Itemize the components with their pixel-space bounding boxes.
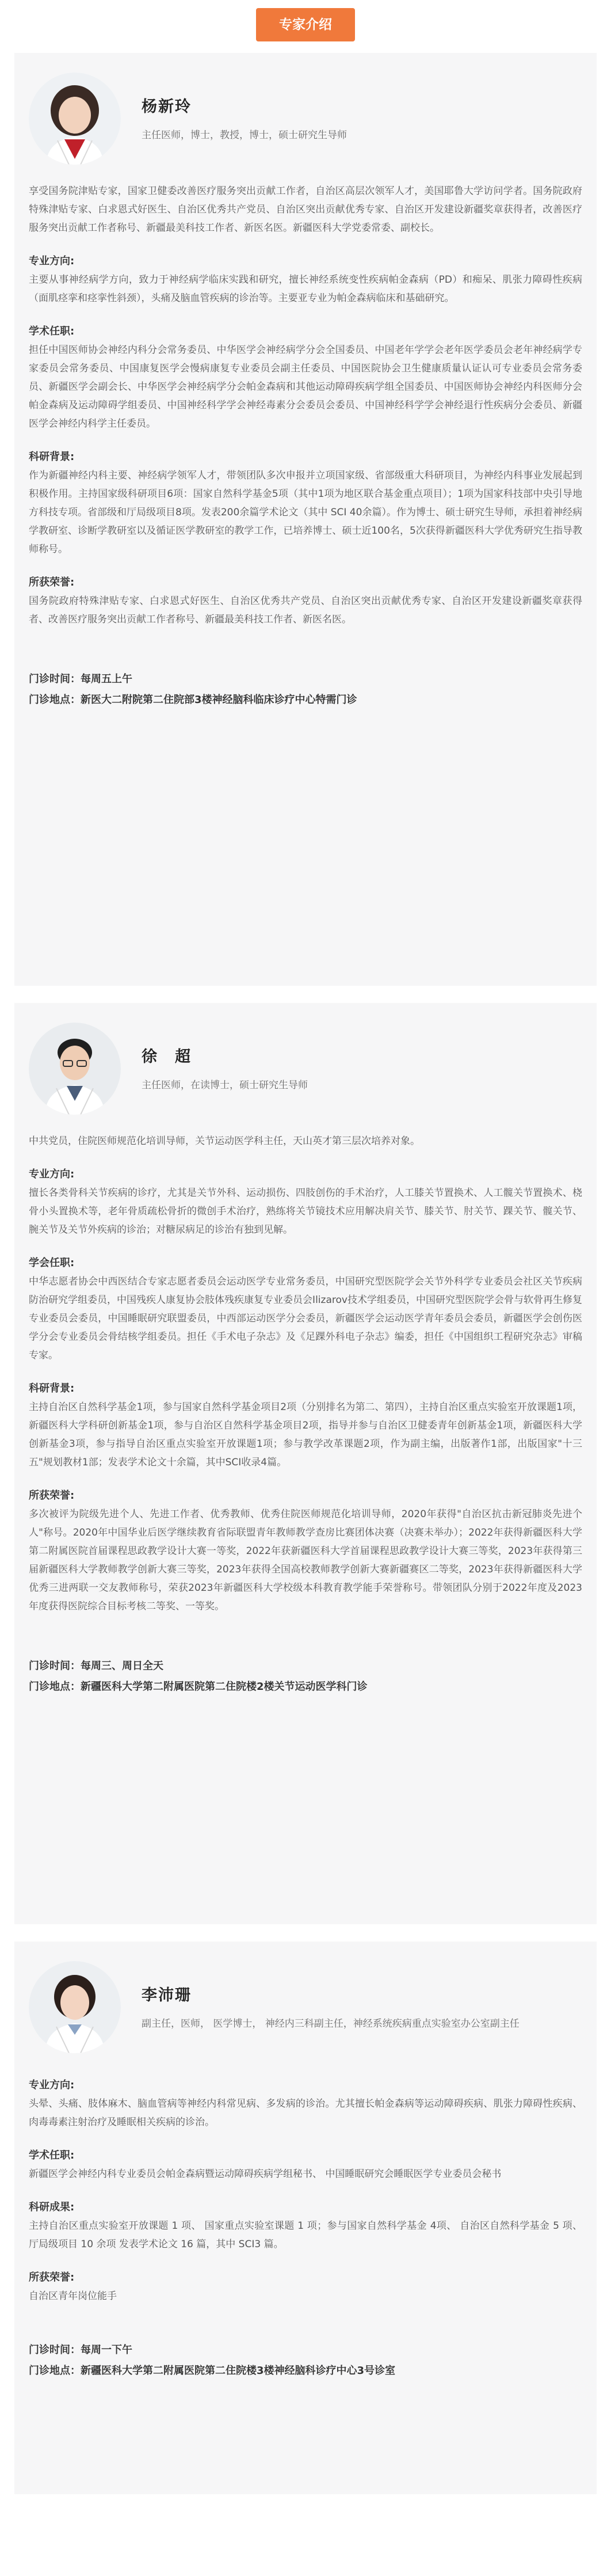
section-body: 作为新疆神经内科主要、神经病学领军人才，带领团队多次申报并立项国家级、省部级重大科研项目，为神经内科事业发展起到积极作用。主持国家级科研项目6项：国家自然科学基金5项（其中1项为地区联合基金重点项目）；1项为国家科技部中央引导地方科技专项。省部级和厅局级项目8项。发表200余篇学术论文（其中 SCI 40余篇）。作为博士、硕士研究生导师，承担着神经病学教研室、诊断学教研室以及循证医学教研室的教学工作，已培养博士、硕士近100名，5次获得新疆医科大学优秀研究生指导教师称号。 [29, 470, 582, 555]
section-title: 所获荣誉: [29, 576, 75, 588]
section-body: 中华志愿者协会中西医结合专家志愿者委员会运动医学专业常务委员，中国研究型医院学会关节外科学专业委员会社区关节疾病防治研究学组委员，中国残疾人康复协会肢体残疾康复专业委员会Ilizarov技术学组委员，中国研究型医院学会骨与软骨再生修复专业委员会委员，中国睡眠研究联盟委员，中西部运动医学分会委员，新疆医学会运动医学青年委员会委员，新疆医学会创伤医学分会专业委员会骨结核学组委员。担任《手术电子杂志》及《足踝外科电子杂志》编委，担任《中国组织工程研究杂志》审稿专家。 [29, 1276, 582, 1361]
expert-title: 主任医师，博士，教授，博士，硕士研究生导师 [142, 129, 347, 141]
section-title: 学会任职: [29, 1257, 75, 1269]
section-title: 专业方向: [29, 1168, 75, 1180]
section-academic-positions [29, 322, 582, 433]
section-title: 科研成果: [29, 2201, 75, 2213]
section-title: 专业方向: [29, 255, 75, 267]
expert-intro: 中共党员，住院医师规范化培训导师，关节运动医学科主任，天山英才第三层次培养对象。 [29, 1135, 420, 1147]
expert-name: 杨新玲 [142, 97, 192, 116]
section-body: 自治区青年岗位能手 [29, 2290, 117, 2302]
section-honors [29, 573, 582, 629]
expert-head-info [142, 1982, 520, 2032]
clinic-info [29, 669, 582, 711]
expert-head-info [142, 1044, 308, 1094]
section-body: 主要从事神经病学方向，致力于神经病学临床实践和研究，擅长神经系统变性疾病帕金森病（PD）和痴呆、肌张力障碍性疾病（面肌痉挛和痉挛性斜颈），头痛及脑血管疾病的诊治等。主要亚专业为帕金森病临床和基础研究。 [29, 274, 582, 304]
expert-header [29, 1955, 582, 2059]
section-title: 科研背景: [29, 451, 75, 463]
expert-header [29, 67, 582, 170]
section-body: 担任中国医师协会神经内科分会常务委员、中华医学会神经病学分会全国委员、中国老年学学会老年医学委员会老年神经病学专家委员会常务委员、中国康复医学会慢病康复专业委员会副主任委员、中国医院协会卫生健康质量认证认可专业委员会常务委员、新疆医学会副会长、中华医学会神经病学分会帕金森病和其他运动障碍疾病学组全国委员、中国医师协会神经内科医师分会帕金森病及运动障碍学组委员、中国神经科学学会神经毒素分会委员会委员、中国神经科学学会神经退行性疾病分会委员、新疆医学会神经内科学主任委员。 [29, 344, 582, 430]
section-specialty [29, 1165, 582, 1239]
expert-head-info [142, 94, 347, 144]
section-research [29, 1380, 582, 1472]
section-research [29, 2198, 582, 2254]
section-research [29, 448, 582, 558]
clinic-time: 门诊时间：每周五上午 [29, 673, 132, 685]
section-title: 所获荣誉: [29, 2271, 75, 2284]
expert-card-yang [14, 53, 597, 986]
section-title: 所获荣誉: [29, 1490, 75, 1502]
clinic-info [29, 2340, 582, 2381]
male-doctor-avatar [29, 1023, 121, 1115]
expert-header [29, 1017, 582, 1120]
section-title: 学术任职: [29, 325, 75, 337]
expert-intro: 享受国务院津贴专家，国家卫健委改善医疗服务突出贡献工作者，自治区高层次领军人才，美国耶鲁大学访问学者。国务院政府特殊津贴专家、白求恩式好医生、自治区优秀共产党员、自治区突出贡献优秀专家、自治区开发建设新疆奖章获得者，改善医疗服务突出贡献工作者称号、新疆最美科技工作者、新医名医。新疆医科大学党委常委、副校长。 [29, 185, 582, 234]
expert-name: 徐 超 [142, 1047, 192, 1066]
section-body: 主持自治区自然科学基金1项，参与国家自然科学基金项目2项（分别排名为第二、第四），主持自治区重点实验室开放课题1项，新疆医科大学科研创新基金1项，参与自治区自然科学基金项目2项，指导并参与自治区卫健委青年创新基金1项，新疆医科大学创新基金3项，参与指导自治区重点实验室开放课题1项；参与教学改革课题2项，作为副主编，出版著作1部，出版国家"十三五"规划教材1部；发表学术论文十余篇，其中SCI收录4篇。 [29, 1401, 582, 1468]
section-body: 新疆医学会神经内科专业委员会帕金森病暨运动障碍疾病学组秘书、 中国睡眠研究会睡眠医学专业委员会秘书 [29, 2168, 502, 2180]
female-doctor-avatar [29, 1961, 121, 2053]
section-academic-positions [29, 2146, 582, 2183]
section-honors [29, 1487, 582, 1616]
section-body: 多次被评为院级先进个人、先进工作者、优秀教师、优秀住院医师规范化培训导师，2020年获得"自治区抗击新冠肺炎先进个人"称号。2020年中国华业后医学继续教育省际联盟青年教师教学查房比赛团体决赛（决赛未举办）；2022年获得新疆医科大学第二附属医院首届课程思政教学设计大赛一等奖，2022年获新疆医科大学首届课程思政教学设计大赛三等奖，2023年获得第三届新疆医科大学教师教学创新大赛三等奖，2023年获得全国高校教师教学创新大赛新疆赛区二等奖，2023年获得新疆医科大学优秀三进两联一交友教师称号，荣获2023年新疆医科大学校级本科教育教学能手荣誉称号。带领团队分别于2022年度及2023年度获得医院综合目标考核二等奖、一等奖。 [29, 1509, 582, 1612]
section-title: 科研背景: [29, 1382, 75, 1395]
clinic-place: 门诊地点：新疆医科大学第二附属医院第二住院楼3楼神经脑科诊疗中心3号诊室 [29, 2365, 396, 2377]
expert-intro-title: 专家介绍 [256, 8, 355, 41]
section-title: 专业方向: [29, 2079, 75, 2091]
section-body: 擅长各类骨科关节疾病的诊疗，尤其是关节外科、运动损伤、四肢创伤的手术治疗，人工膝关节置换术、人工髋关节置换术、桡骨小头置换术等，老年骨质疏松骨折的微创手术治疗，熟练将关节镜技术应用解决肩关节、膝关节、肘关节、踝关节、髋关节、腕关节及关节外疾病的诊治；对糖尿病足的诊治有独到见解。 [29, 1187, 582, 1236]
section-specialty [29, 252, 582, 307]
female-doctor-avatar [29, 73, 121, 165]
expert-title: 主任医师，在读博士，硕士研究生导师 [142, 1079, 308, 1091]
clinic-info [29, 1656, 582, 1697]
section-title: 学术任职: [29, 2149, 75, 2161]
clinic-place: 门诊地点：新疆医科大学第二附属医院第二住院楼2楼关节运动医学科门诊 [29, 1681, 368, 1693]
expert-name: 李沛珊 [142, 1986, 192, 2004]
clinic-time: 门诊时间：每周一下午 [29, 2344, 132, 2356]
header [0, 0, 611, 53]
expert-title: 副主任，医师， 医学博士， 神经内三科副主任，神经系统疾病重点实验室办公室副主任 [142, 2018, 520, 2030]
section-specialty [29, 2076, 582, 2132]
section-body: 主持自治区重点实验室开放课题 1 项、 国家重点实验室课题 1 项；参与国家自然科学基金 4项、 自治区自然科学基金 5 项、 厅局级项目 10 余项 发表学术论文 16 篇，其中 SCI3 篇。 [29, 2220, 582, 2250]
section-body: 头晕、头痛、肢体麻木、脑血管病等神经内科常见病、多发病的诊治。尤其擅长帕金森病等运动障碍疾病、肌张力障碍性疾病、肉毒毒素注射治疗及睡眠相关疾病的诊治。 [29, 2098, 582, 2128]
expert-card-li [14, 1942, 597, 2494]
section-body: 国务院政府特殊津贴专家、白求恩式好医生、自治区优秀共产党员、自治区突出贡献优秀专家、自治区开发建设新疆奖章获得者、改善医疗服务突出贡献工作者称号、新疆最美科技工作者、新医名医。 [29, 595, 582, 625]
expert-card-xu [14, 1003, 597, 1924]
section-academic-positions [29, 1254, 582, 1365]
section-honors [29, 2269, 582, 2305]
clinic-time: 门诊时间：每周三、周日全天 [29, 1660, 163, 1672]
clinic-place: 门诊地点：新医大二附院第二住院部3楼神经脑科临床诊疗中心特需门诊 [29, 694, 357, 706]
